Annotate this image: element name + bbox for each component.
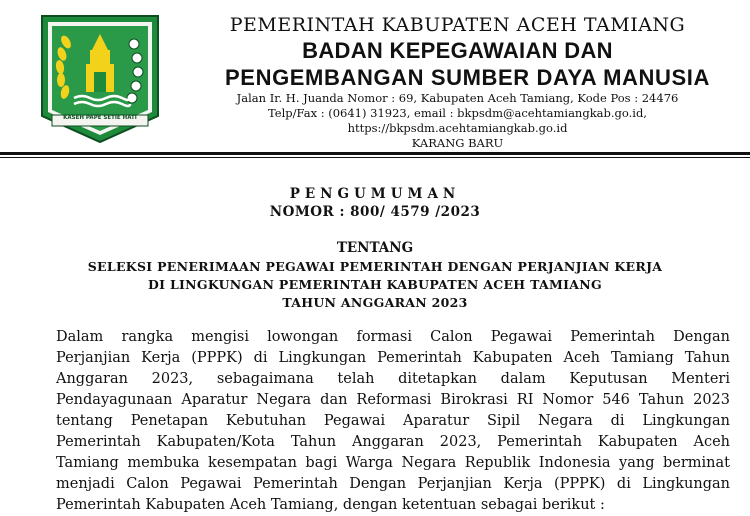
city: KARANG BARU: [411, 136, 504, 150]
body-line: Tamiang membuka kesempatan bagi Warga Negara Republik Indonesia yang berminat: [56, 455, 730, 471]
subject-line: DI LINGKUNGAN PEMERINTAH KABUPATEN ACEH TAMIANG: [148, 277, 602, 292]
body-line: tentang Penetapan Kebutuhan Pegawai Aparatur Sipil Negara di Lingkungan: [56, 413, 730, 429]
agency-name-line2: PENGEMBANGAN SUMBER DAYA MANUSIA: [225, 65, 710, 90]
logo-motto: KASEH PAPE SETIE HATI: [63, 115, 137, 121]
announcement-body: [56, 327, 730, 516]
government-name: PEMERINTAH KABUPATEN ACEH TAMIANG: [229, 14, 686, 36]
regency-emblem-logo: [38, 12, 162, 146]
letterhead-divider-thick: [0, 152, 750, 155]
body-line: Dalam rangka mengisi lowongan formasi Calon Pegawai Pemerintah Dengan: [56, 329, 730, 345]
body-line: Perjanjian Kerja (PPPK) di Lingkungan Pemerintah Kabupaten Aceh Tamiang Tahun: [56, 350, 730, 366]
body-line: Pendayagunaan Aparatur Negara dan Reformasi Birokrasi RI Nomor 546 Tahun 2023: [56, 392, 730, 408]
agency-name-line1: BADAN KEPEGAWAIAN DAN: [302, 38, 613, 63]
body-line: Pemerintah Kabupaten/Kota Tahun Anggaran 2023, Pemerintah Kabupaten Aceh: [56, 434, 730, 450]
subject-line: TAHUN ANGGARAN 2023: [282, 295, 468, 310]
website: https://bkpsdm.acehtamiangkab.go.id: [347, 121, 568, 135]
subject-line: SELEKSI PENERIMAAN PEGAWAI PEMERINTAH DENGAN PERJANJIAN KERJA: [87, 259, 663, 274]
body-line: menjadi Calon Pegawai Pemerintah Dengan Perjanjian Kerja (PPPK) di Lingkungan: [56, 476, 730, 492]
body-line: Anggaran 2023, sebagaimana telah ditetapkan dalam Keputusan Menteri: [56, 371, 730, 387]
announcement-heading: PENGUMUMAN: [289, 186, 461, 202]
body-line: Pemerintah Kabupaten Aceh Tamiang, dengan ketentuan sebagai berikut :: [56, 497, 605, 513]
letterhead: [175, 12, 740, 151]
announcement-number: NOMOR : 800/ 4579 /2023: [269, 204, 481, 220]
announcement-about: TENTANG: [336, 240, 414, 256]
address: Jalan Ir. H. Juanda Nomor : 69, Kabupaten Aceh Tamiang, Kode Pos : 24476: [236, 91, 679, 105]
letterhead-divider-thin: [0, 157, 750, 158]
contact-info: Telp/Fax : (0641) 31923, email : bkpsdm@acehtamiangkab.go.id,: [268, 106, 647, 120]
